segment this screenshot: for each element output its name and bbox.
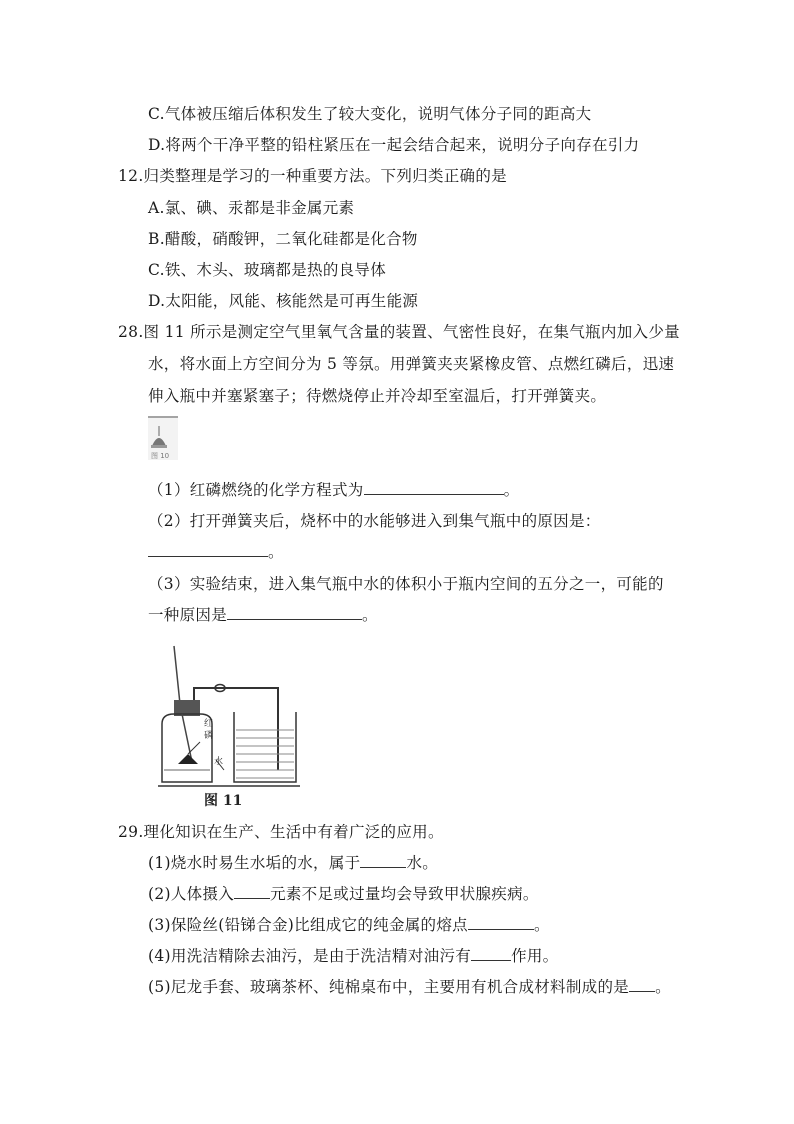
q29-sub5-answer-blank[interactable] bbox=[629, 977, 655, 992]
q28-sub1-end: 。 bbox=[503, 481, 520, 499]
q29-sub4-answer-blank[interactable] bbox=[471, 946, 511, 961]
q28-sub2-answer-blank[interactable] bbox=[148, 542, 268, 557]
fig11-red-label: 红 bbox=[204, 719, 214, 729]
q29-sub4-prompt: (4)用洗洁精除去油污，是由于洗洁精对油污有 bbox=[148, 947, 472, 965]
q29-sub2 bbox=[148, 884, 539, 904]
q29-sub1-answer-blank[interactable] bbox=[360, 853, 406, 868]
q29-sub4-end: 作用。 bbox=[511, 947, 559, 965]
q29-sub2-prompt: (2)人体摄入 bbox=[148, 885, 235, 903]
q29-sub1-prompt: (1)烧水时易生水垢的水，属于 bbox=[148, 854, 361, 872]
q28-sub3-line2 bbox=[148, 605, 378, 625]
q29-sub3-answer-blank[interactable] bbox=[468, 915, 534, 930]
figure-10-drawing bbox=[148, 416, 178, 460]
q28-sub3-answer-blank[interactable] bbox=[227, 605, 362, 620]
q29-sub3-prompt: (3)保险丝(铅锑合金)比组成它的纯金属的熔点 bbox=[148, 916, 468, 934]
q29-sub5 bbox=[148, 977, 671, 997]
q29-sub2-answer-blank[interactable] bbox=[234, 884, 270, 899]
q28-stem-line3: 伸入瓶中并塞紧塞子；待燃烧停止并冷却至室温后，打开弹簧夹。 bbox=[148, 387, 607, 405]
q28-stem-line1: 28.图 11 所示是测定空气里氧气含量的装置、气密性良好，在集气瓶内加入少量 bbox=[118, 323, 680, 341]
figure-11-apparatus bbox=[158, 642, 300, 810]
q29-sub3 bbox=[148, 915, 550, 935]
q28-sub3-line1: （3）实验结束，进入集气瓶中水的体积小于瓶内空间的五分之一，可能的 bbox=[148, 575, 664, 593]
q29-sub4 bbox=[148, 946, 558, 966]
q28-sub3-prompt: 一种原因是 bbox=[148, 606, 228, 624]
q12-option-d: D.太阳能，风能、核能然是可再生能源 bbox=[148, 292, 419, 310]
q29-sub1 bbox=[148, 853, 438, 873]
fig11-water-label: 水 bbox=[214, 757, 224, 767]
q28-sub1-answer-blank[interactable] bbox=[364, 480, 504, 495]
q29-sub5-prompt: (5)尼龙手套、玻璃茶杯、纯棉桌布中，主要用有机合成材料制成的是 bbox=[148, 978, 630, 996]
figure-11-label: 图 11 bbox=[204, 793, 243, 809]
figure-11-drawing bbox=[158, 642, 300, 810]
q12-option-a: A.氯、碘、汞都是非金属元素 bbox=[148, 199, 355, 217]
figure-10-label: 图 10 bbox=[151, 452, 170, 460]
q28-sub1-prompt: （1）红磷燃绕的化学方程式为 bbox=[148, 481, 364, 499]
q29-sub5-end: 。 bbox=[655, 978, 671, 996]
q28-sub1 bbox=[148, 480, 519, 500]
q28-stem-line2: 水，将水面上方空间分为 5 等氛。用弹簧夹夹紧橡皮管、点燃红磷后，迅速 bbox=[148, 355, 675, 373]
q12-option-b: B.醋酸，硝酸钾，二氧化硅都是化合物 bbox=[148, 230, 418, 248]
q11-option-c: C.气体被压缩后体积发生了较大变化，说明气体分子同的距高大 bbox=[148, 105, 592, 123]
q29-sub1-end: 水。 bbox=[406, 854, 439, 872]
q11-option-d: D.将两个干净平整的铅柱紧压在一起会结合起来，说明分子向存在引力 bbox=[148, 136, 640, 154]
q29-sub2-end: 元素不足或过量均会导致甲状腺疾病。 bbox=[270, 885, 539, 903]
q28-sub2-end: 。 bbox=[268, 543, 284, 561]
q28-sub2: （2）打开弹簧夹后，烧杯中的水能够进入到集气瓶中的原因是： bbox=[148, 512, 601, 530]
q12-stem: 12.归类整理是学习的一种重要方法。下列归类正确的是 bbox=[118, 167, 507, 185]
q12-option-c: C.铁、木头、玻璃都是热的良导体 bbox=[148, 261, 387, 279]
q28-sub3-end: 。 bbox=[362, 606, 378, 624]
figure-10-thumbnail bbox=[148, 416, 178, 460]
q29-sub3-end: 。 bbox=[533, 916, 550, 934]
fig11-phosphorus-label: 磷 bbox=[204, 731, 214, 741]
q29-stem: 29.理化知识在生产、生活中有着广泛的应用。 bbox=[118, 823, 444, 841]
q28-sub2-answer-line bbox=[148, 542, 284, 562]
